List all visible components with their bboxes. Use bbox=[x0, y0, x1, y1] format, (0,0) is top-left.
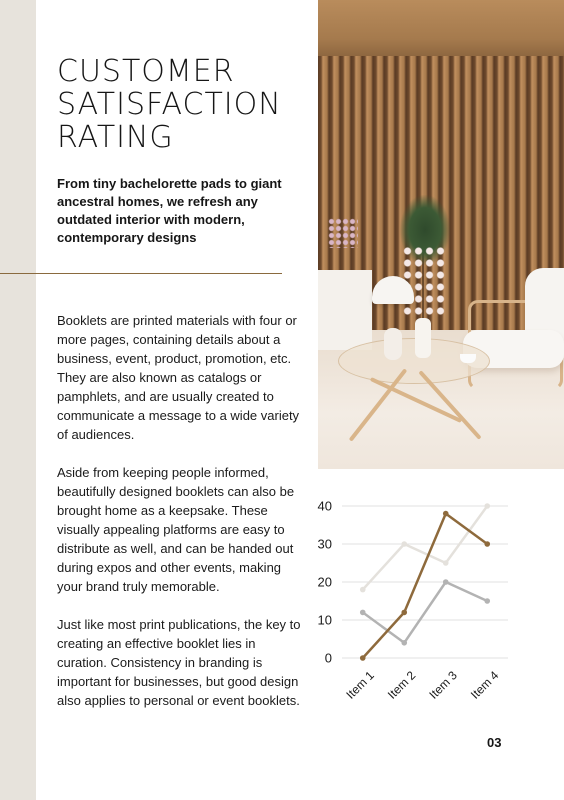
series-line-2 bbox=[363, 582, 488, 643]
divider-rule bbox=[0, 273, 282, 274]
x-tick-label: Item 2 bbox=[384, 668, 419, 702]
page-title: CUSTOMER SATISFACTION RATING bbox=[57, 54, 282, 155]
body-paragraph: Booklets are printed materials with four or more pages, containing details about a business, event, product, promotion, etc. They are also known as catalogs or pamphlets, and are usually created to communicate a message to a wide variety of audiences. bbox=[57, 313, 300, 442]
body-paragraph: Aside from keeping people informed, beautifully designed booklets can also be brought home as a keepsake. These visually appealing platforms are easy to distribute as well, and can be handed out during expos and other events, making your brand truly memorable. bbox=[57, 465, 295, 594]
x-tick-label: Item 3 bbox=[426, 668, 460, 702]
data-point bbox=[484, 541, 490, 547]
data-point bbox=[360, 610, 366, 616]
data-point bbox=[401, 640, 407, 646]
y-tick-label: 30 bbox=[317, 536, 332, 552]
photo-ceiling bbox=[318, 0, 564, 56]
photo-flowers bbox=[328, 218, 358, 248]
data-point bbox=[360, 655, 366, 661]
photo-blossoms bbox=[402, 245, 446, 315]
data-point bbox=[401, 610, 407, 616]
data-point bbox=[443, 511, 449, 517]
page-subtitle: From tiny bachelorette pads to giant ancestral homes, we refresh any outdated interior with modern, contemporary designs bbox=[57, 176, 282, 245]
x-tick-label: Item 1 bbox=[343, 668, 377, 702]
x-tick-label: Item 4 bbox=[467, 668, 502, 702]
data-point bbox=[443, 579, 449, 585]
y-tick-label: 20 bbox=[317, 574, 332, 590]
data-point bbox=[484, 598, 490, 604]
side-band bbox=[0, 0, 36, 800]
photo-vase bbox=[415, 318, 431, 358]
y-tick-label: 10 bbox=[317, 612, 332, 628]
page-number: 03 bbox=[487, 735, 502, 750]
body-paragraph: Just like most print publications, the key to creating an effective booklet lies in curation. Consistency in branding is important for businesses, but good design also applies to personal or event booklets. bbox=[57, 617, 301, 708]
y-tick-label: 0 bbox=[324, 650, 332, 666]
data-point bbox=[484, 503, 490, 509]
interior-photo bbox=[318, 0, 564, 469]
data-point bbox=[360, 587, 366, 593]
line-chart bbox=[308, 492, 564, 724]
y-tick-label: 40 bbox=[317, 498, 332, 514]
body-text bbox=[57, 311, 302, 729]
data-point bbox=[401, 541, 407, 547]
photo-cabinet bbox=[318, 270, 372, 350]
series-line-3 bbox=[363, 514, 488, 658]
photo-cup bbox=[460, 354, 476, 363]
photo-lamp-base bbox=[384, 328, 402, 360]
data-point bbox=[443, 560, 449, 566]
series-line-1 bbox=[363, 506, 488, 590]
